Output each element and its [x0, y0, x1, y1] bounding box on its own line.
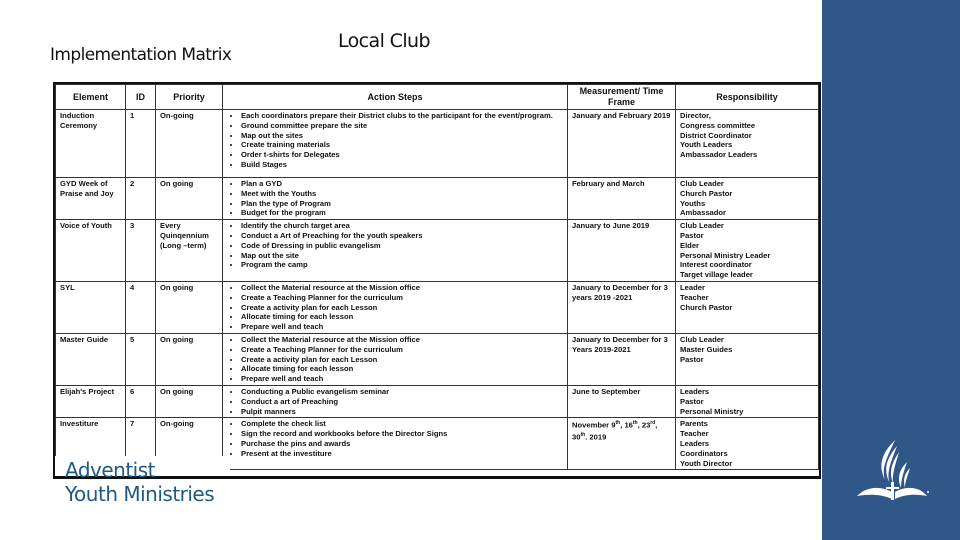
responsible-party: Director, [680, 111, 711, 120]
adventist-youth-ministries-logo [65, 458, 214, 506]
priority-cell: On going [156, 333, 223, 385]
column-header: Responsibility [676, 85, 819, 110]
action-step: • Map out the site [241, 251, 563, 261]
action-step: • Budget for the program [241, 208, 563, 218]
action-step: • Create a Teaching Planner for the curriculum [241, 293, 563, 303]
id-cell: 7 [126, 418, 156, 470]
timeframe-cell: January to December for 3 years 2019 -2021 [568, 281, 676, 333]
table-row [56, 220, 819, 282]
id-cell: 1 [126, 110, 156, 178]
timeframe-suffix: rd [650, 420, 656, 427]
action-steps-cell [223, 178, 568, 220]
id-cell: 5 [126, 333, 156, 385]
table-row [56, 281, 819, 333]
responsibility-cell [676, 385, 819, 417]
priority-cell: On-going [156, 110, 223, 178]
responsible-party: Target village leader [680, 270, 753, 280]
logo-line-2: Youth Ministries [65, 482, 215, 506]
responsible-party: Elder [680, 240, 699, 250]
column-header: Element [56, 85, 126, 110]
column-header: Priority [156, 85, 223, 110]
timeframe-part: November 9 [572, 420, 616, 430]
responsible-party: Club Leader [680, 221, 724, 231]
action-step: • Build Stages [241, 160, 563, 170]
action-step: • Allocate timing for each lesson [241, 312, 563, 322]
responsible-party: Pastor [680, 396, 704, 406]
responsible-party: Parents [680, 419, 708, 429]
priority-cell: On going [156, 385, 223, 417]
action-step: • Ground committee prepare the site [241, 121, 563, 131]
action-step: • Collect the Material resource at the Mission office [241, 335, 563, 345]
action-step: • Identify the church target area [241, 221, 563, 231]
element-cell: Voice of Youth [56, 220, 126, 282]
responsible-party: Coordinators [680, 448, 728, 458]
action-step: • Plan a GYD [241, 179, 563, 189]
timeframe-cell: January to December for 3 Years 2019-2021 [568, 333, 676, 385]
responsible-party: Congress committee [680, 120, 756, 130]
responsible-party: Club Leader [680, 334, 724, 344]
timeframe-suffix: th [632, 420, 638, 427]
action-step: • Conduct a Art of Preaching for the youth speakers [241, 231, 563, 241]
action-step: • Allocate timing for each lesson [241, 364, 563, 374]
element-cell: Elijah's Project [56, 385, 126, 417]
action-steps-cell [223, 220, 568, 282]
action-step: • Code of Dressing in public evangelism [241, 241, 563, 251]
table-row [56, 385, 819, 417]
element-cell: SYL [56, 281, 126, 333]
timeframe-cell [568, 418, 676, 470]
responsibility-cell [676, 418, 819, 470]
timeframe-suffix: th [580, 431, 586, 438]
element-cell: Investiture [56, 418, 126, 470]
responsibility-cell [676, 333, 819, 385]
id-cell: 2 [126, 178, 156, 220]
side-panel [822, 0, 960, 540]
action-step: • Map out the sites [241, 131, 563, 141]
action-step: • Meet with the Youths [241, 189, 563, 199]
action-steps-cell [223, 281, 568, 333]
action-step: • Each coordinators prepare their District clubs to the participant for the event/program. [241, 111, 563, 121]
action-step: • Prepare well and teach [241, 374, 563, 384]
responsible-party: Personal Ministry [680, 406, 744, 416]
action-steps-cell [223, 385, 568, 417]
responsibility-cell [676, 110, 819, 178]
responsibility-cell [676, 220, 819, 282]
responsible-party: Leaders [680, 438, 710, 448]
responsible-party: Interest coordinator [680, 260, 752, 270]
responsible-party: Youth Director [680, 458, 733, 468]
responsible-party: Pastor [680, 354, 704, 364]
responsible-party: Master Guides [680, 344, 733, 354]
action-step: • Complete the check list [241, 419, 563, 429]
responsibility-cell [676, 178, 819, 220]
id-cell: 4 [126, 281, 156, 333]
action-step: • Purchase the pins and awards [241, 439, 563, 449]
table-row [56, 178, 819, 220]
responsible-party: Pastor [680, 230, 704, 240]
timeframe-cell: January to June 2019 [568, 220, 676, 282]
action-step: • Order t-shirts for Delegates [241, 150, 563, 160]
slide-subtitle: Local Club [338, 30, 430, 52]
responsibility-cell [676, 281, 819, 333]
responsible-party: Church Pastor [680, 302, 733, 312]
timeframe-part: , 16 [620, 420, 633, 430]
action-steps-cell [223, 418, 568, 470]
responsible-party: Youths [680, 198, 706, 208]
table-row [56, 110, 819, 178]
action-step: • Conducting a Public evangelism seminar [241, 387, 563, 397]
slide-title: Implementation Matrix [50, 45, 232, 65]
action-step: • Present at the investiture [241, 449, 563, 459]
logo-line-1: Adventist [65, 458, 156, 482]
table-header-row [56, 85, 819, 110]
responsible-party: Club Leader [680, 179, 724, 188]
table-row [56, 333, 819, 385]
action-step: • Create training materials [241, 140, 563, 150]
id-cell: 3 [126, 220, 156, 282]
timeframe-suffix: th [615, 420, 621, 427]
action-step: • Create a Teaching Planner for the curriculum [241, 345, 563, 355]
timeframe-cell: June to September [568, 385, 676, 417]
action-step: • Plan the type of Program [241, 199, 563, 209]
priority-cell: Every Quinqennium (Long –term) [156, 220, 223, 282]
responsible-party: District Coordinator [680, 130, 752, 140]
action-step: • Sign the record and workbooks before the Director Signs [241, 429, 563, 439]
column-header: Measurement/ Time Frame [568, 85, 676, 110]
responsible-party: Leaders [680, 386, 710, 396]
timeframe-cell: February and March [568, 178, 676, 220]
timeframe-part: , 30 [572, 420, 658, 442]
timeframe-cell: January and February 2019 [568, 110, 676, 178]
responsible-party: Teacher [680, 292, 709, 302]
id-cell: 6 [126, 385, 156, 417]
action-steps-cell [223, 333, 568, 385]
action-step: • Conduct a art of Preaching [241, 397, 563, 407]
responsible-party: Teacher [680, 429, 709, 439]
responsible-party: Church Pastor [680, 188, 733, 198]
action-step: • Prepare well and teach [241, 322, 563, 332]
timeframe-part: . 2019 [585, 432, 607, 442]
responsible-party: Youth Leaders [680, 140, 733, 150]
action-steps-cell [223, 110, 568, 178]
implementation-matrix-table [53, 82, 821, 479]
action-step: • Pulpit manners [241, 407, 563, 417]
element-cell: GYD Week of Praise and Joy [56, 178, 126, 220]
responsible-party: Leader [680, 282, 705, 292]
action-step: • Create a activity plan for each Lesson [241, 303, 563, 313]
column-header: ID [126, 85, 156, 110]
seventh-day-adventist-logo-icon [855, 438, 930, 503]
column-header: Action Steps [223, 85, 568, 110]
action-step: • Collect the Material resource at the Mission office [241, 283, 563, 293]
priority-cell: On going [156, 178, 223, 220]
responsible-party: Ambassador [680, 208, 727, 218]
action-step: • Create a activity plan for each Lesson [241, 355, 563, 365]
responsible-party: Ambassador Leaders [680, 150, 758, 160]
responsible-party: Personal Ministry Leader [680, 250, 771, 260]
priority-cell: On-going [156, 418, 223, 470]
action-step: • Program the camp [241, 260, 563, 270]
timeframe-part: , 23 [637, 420, 651, 430]
priority-cell: On going [156, 281, 223, 333]
element-cell: Master Guide [56, 333, 126, 385]
element-cell: Induction Ceremony [56, 110, 126, 178]
